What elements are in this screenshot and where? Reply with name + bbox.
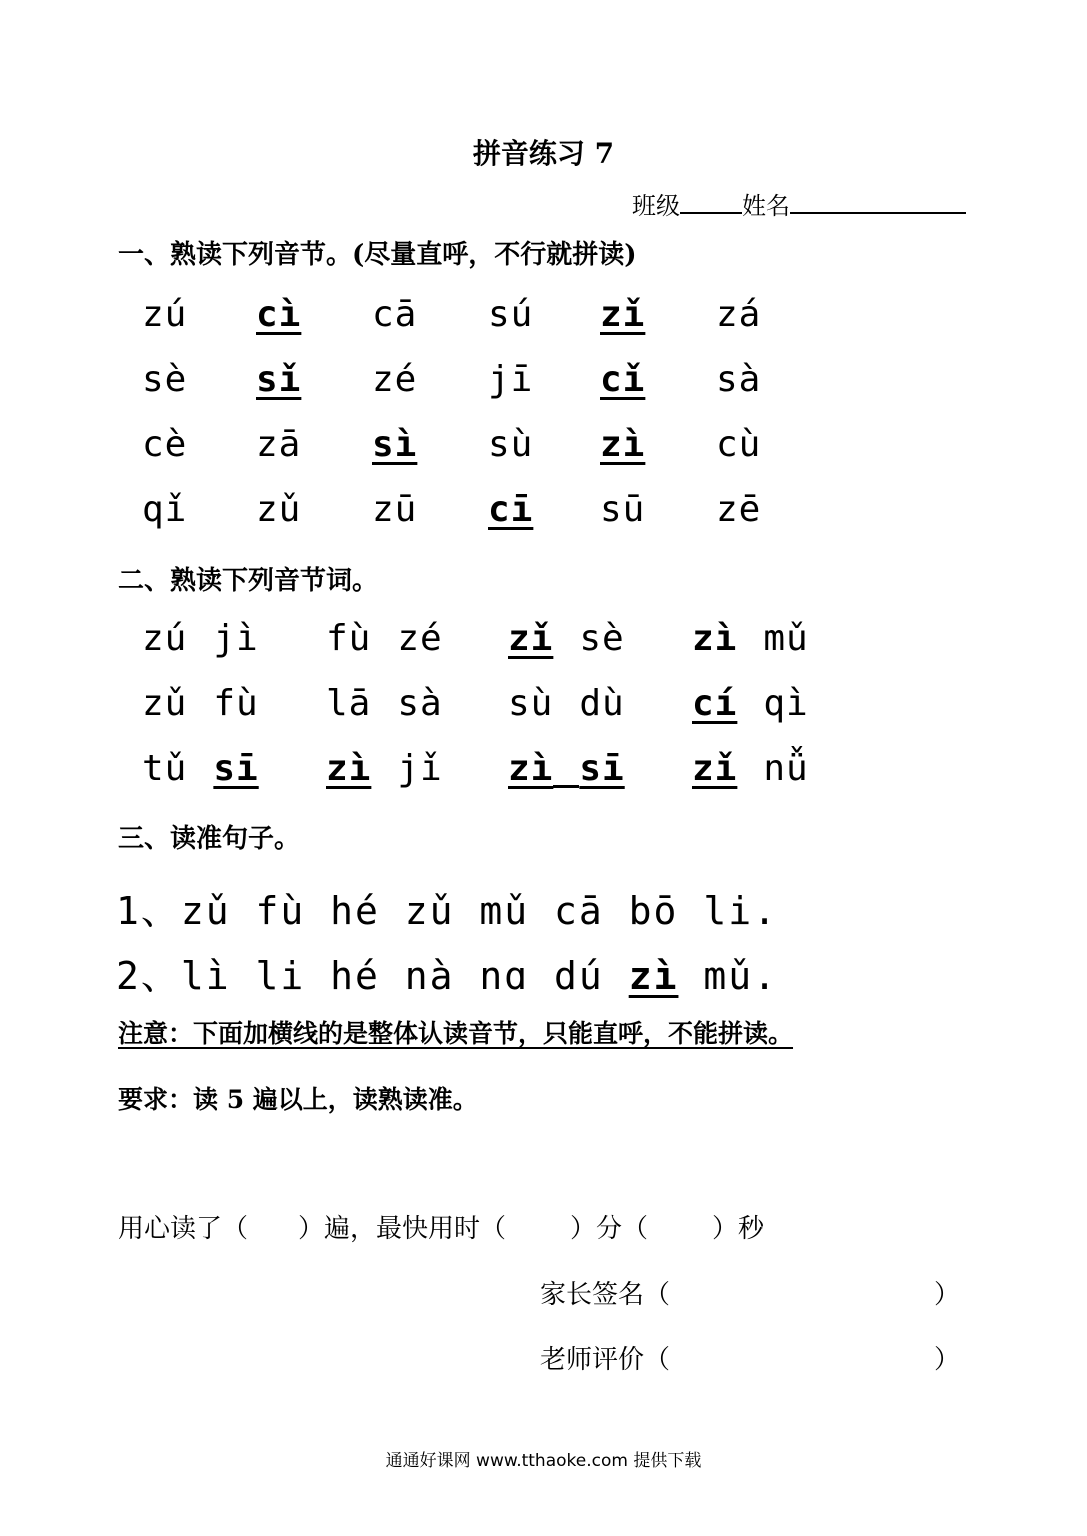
syllable: qì [763, 683, 809, 724]
syllable: sú [488, 294, 534, 335]
syllable: cù [716, 424, 762, 465]
syllable: sù [508, 683, 554, 724]
parent-signature-field[interactable] [690, 1272, 930, 1306]
syllable: zǔ [142, 683, 188, 724]
seconds-label: ）秒 [712, 1214, 765, 1244]
syllable: cǐ [600, 359, 646, 400]
syllable: zì [508, 748, 554, 789]
class-blank[interactable] [680, 190, 742, 214]
parent-signature-close: ） [934, 1280, 961, 1310]
syllable: zǐ [692, 748, 738, 789]
sentence-2-end: mǔ. [678, 954, 778, 998]
note-text: 注意：下面加横线的是整体认读音节，只能直呼，不能拼读。 [118, 1019, 794, 1048]
syllable: fù [213, 683, 259, 724]
syllable: zā [256, 424, 302, 465]
class-name-line [632, 186, 966, 221]
syllable: sū [600, 489, 646, 530]
name-blank[interactable] [790, 190, 966, 214]
syllable: cī [488, 489, 534, 530]
requirement-text: 要求：读 5 遍以上，读熟读准。 [118, 1085, 478, 1114]
syllable-word [326, 683, 443, 724]
word-gap [553, 755, 579, 788]
read-times-label: 用心读了（ [118, 1214, 249, 1244]
syllable: zá [716, 294, 762, 335]
footer-credit: 通通好课网 www.tthaoke.com 提供下载 [385, 1451, 702, 1471]
sentence-2-start: 2、lì li hé nà nɑ dú [116, 954, 629, 998]
syllable-word [508, 683, 625, 724]
syllable: cā [372, 294, 418, 335]
syllable: cí [692, 683, 738, 724]
syllable: sù [488, 424, 534, 465]
syllable: jī [488, 359, 534, 400]
syllable-word [142, 748, 259, 789]
syllable: zǐ [508, 618, 554, 659]
syllable: mǔ [763, 618, 809, 659]
syllable-word [508, 748, 625, 789]
syllable: sì [372, 424, 418, 465]
syllable-word [326, 748, 443, 789]
syllable-word [142, 683, 259, 724]
syllable-word [142, 618, 259, 659]
syllable: tǔ [142, 748, 188, 789]
syllable: zú [142, 618, 188, 659]
section2-heading: 二、熟读下列音节词。 [118, 566, 379, 596]
syllable: zé [372, 359, 418, 400]
syllable: sī [213, 748, 259, 789]
fastest-time-label: ）遍，最快用时（ [298, 1214, 507, 1244]
syllable: sà [397, 683, 443, 724]
syllable-word [508, 618, 625, 659]
syllable: zé [397, 618, 443, 659]
sentence-2 [116, 945, 778, 1000]
syllable: nǚ [763, 748, 809, 789]
syllable: sè [579, 618, 625, 659]
syllable: zì [600, 424, 646, 465]
syllable: zú [142, 294, 188, 335]
syllable-word [692, 748, 809, 789]
section3-heading: 三、读准句子。 [118, 824, 301, 854]
teacher-eval-close: ） [934, 1345, 961, 1375]
syllable: dù [579, 683, 625, 724]
syllable: jì [213, 618, 259, 659]
syllable: cè [142, 424, 188, 465]
syllable: fù [326, 618, 372, 659]
syllable: cì [256, 294, 302, 335]
sentence-2-underlined-syllable: zì [628, 954, 679, 998]
syllable: sà [716, 359, 762, 400]
syllable-word [692, 618, 809, 659]
syllable: jǐ [397, 748, 443, 789]
class-label: 班级 [632, 192, 680, 220]
syllable-word [692, 683, 809, 724]
syllable: lā [326, 683, 372, 724]
syllable: zǐ [600, 294, 646, 335]
syllable: zē [716, 489, 762, 530]
syllable: zǔ [256, 489, 302, 530]
teacher-eval-label: 老师评价（ [540, 1345, 671, 1375]
syllable: zì [692, 618, 738, 659]
parent-signature-label: 家长签名（ [540, 1280, 671, 1310]
name-label: 姓名 [742, 192, 790, 220]
syllable: sè [142, 359, 188, 400]
sentence-1: 1、zǔ fù hé zǔ mǔ cā bō li. [116, 889, 778, 933]
syllable: qǐ [142, 489, 188, 530]
syllable: zì [326, 748, 372, 789]
page-title: 拼音练习 7 [472, 137, 615, 170]
teacher-eval-field[interactable] [690, 1337, 930, 1371]
syllable: zū [372, 489, 418, 530]
syllable: sī [579, 748, 625, 789]
minutes-label: ）分（ [570, 1214, 649, 1244]
syllable-word [326, 618, 443, 659]
syllable: sǐ [256, 359, 302, 400]
section1-heading: 一、熟读下列音节。(尽量直呼，不行就拼读) [118, 240, 637, 270]
reading-record [118, 1208, 764, 1245]
